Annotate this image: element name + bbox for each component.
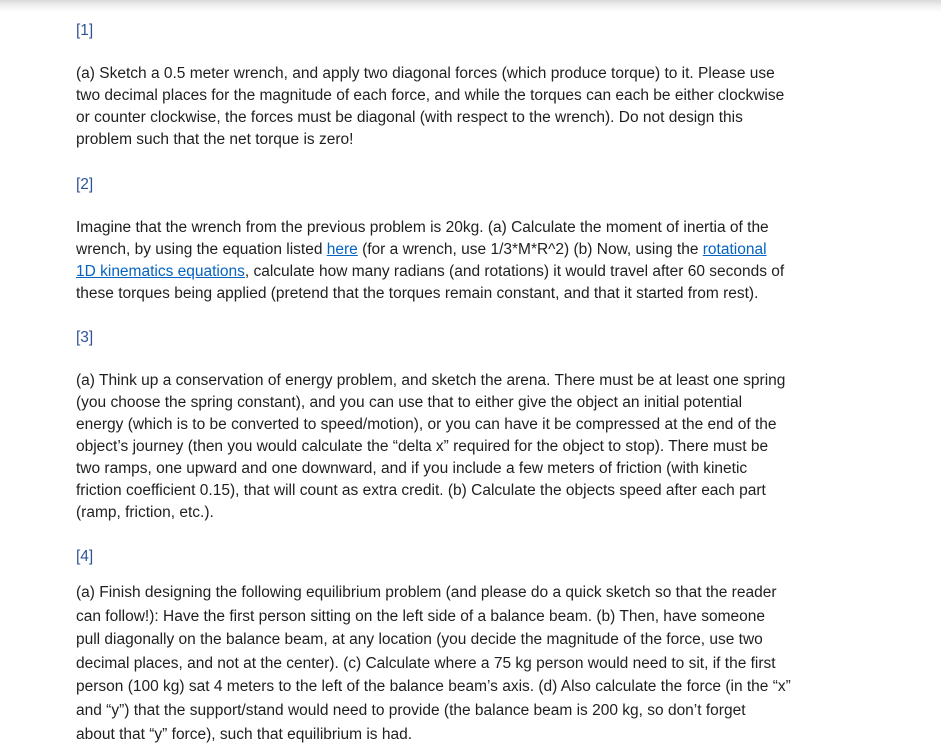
question-4-marker: [4] <box>76 548 94 565</box>
question-2-line-4: these torques being applied (pretend that the torques remain constant, and that it started from rest). <box>76 285 759 302</box>
question-1-line-1: (a) Sketch a 0.5 meter wrench, and apply two diagonal forces (which produce torque) to it. Please use <box>76 65 775 82</box>
question-4-line-7: about that “y” force), such that equilibrium is had. <box>76 725 412 743</box>
question-4-line-4: decimal places, and not at the center). (c) Calculate where a 75 kg person would need to sit, if the first <box>76 654 776 672</box>
question-4-line-2: can follow!): Have the first person sitting on the left side of a balance beam. (b) Then, have someone <box>76 607 765 625</box>
question-2-marker: [2] <box>76 176 94 193</box>
question-3-line-7: (ramp, friction, etc.). <box>76 504 214 521</box>
question-3-line-6: friction coefficient 0.15), that will count as extra credit. (b) Calculate the objects speed after each part <box>76 482 766 499</box>
question-3-text <box>76 370 926 524</box>
question-2-line-1: Imagine that the wrench from the previous problem is 20kg. (a) Calculate the moment of inertia of the <box>76 219 769 236</box>
rotational-kinematics-link-part-2[interactable]: 1D kinematics equations <box>76 263 245 280</box>
question-1-line-2: two decimal places for the magnitude of each force, and while the torques can each be either clockwise <box>76 87 785 104</box>
question-3-marker: [3] <box>76 329 94 346</box>
here-link[interactable]: here <box>326 241 358 258</box>
question-2-text <box>76 217 926 305</box>
question-1-line-4: problem such that the net torque is zero! <box>76 131 354 148</box>
window-top-shadow <box>0 0 941 12</box>
question-3-line-3: energy (which is to be converted to speed/motion), or you can have it be compressed at the end of the <box>76 416 777 433</box>
question-3-line-2: (you choose the spring constant), and you can use that to either give the object an initial potential <box>76 394 743 411</box>
question-4-line-5: person (100 kg) sat 4 meters to the left of the balance beam’s axis. (d) Also calculate the force (in the “x” <box>76 678 791 696</box>
question-1-line-3: or counter clockwise, the forces must be diagonal (with respect to the wrench). Do not design this <box>76 109 743 126</box>
question-4-text <box>76 581 926 746</box>
question-2-line-3-end: , calculate how many radians (and rotations) it would travel after 60 seconds of <box>244 263 785 280</box>
question-2-line-2-middle: (for a wrench, use 1/3*M*R^2) (b) Now, using the <box>357 241 703 258</box>
question-4-line-3: pull diagonally on the balance beam, at any location (you decide the magnitude of the force, use two <box>76 631 763 649</box>
question-2-line-2-start: wrench, by using the equation listed <box>76 241 327 258</box>
question-1-text <box>76 63 926 151</box>
question-3-line-5: two ramps, one upward and one downward, and if you include a few meters of friction (with kinetic <box>76 460 748 477</box>
question-1-marker: [1] <box>76 22 94 39</box>
question-4-line-6: and “y”) that the support/stand would need to provide (the balance beam is 200 kg, so don’t forget <box>76 701 746 719</box>
question-3-line-1: (a) Think up a conservation of energy problem, and sketch the arena. There must be at least one spring <box>76 372 786 389</box>
rotational-kinematics-link-part-1[interactable]: rotational <box>702 241 767 258</box>
question-2-line-3 <box>76 261 926 283</box>
question-4-line-1: (a) Finish designing the following equilibrium problem (and please do a quick sketch so that the reader <box>76 584 777 601</box>
question-3-line-4: object’s journey (then you would calculate the “delta x” required for the object to stop). There must be <box>76 438 769 455</box>
question-2-line-2 <box>76 239 926 261</box>
